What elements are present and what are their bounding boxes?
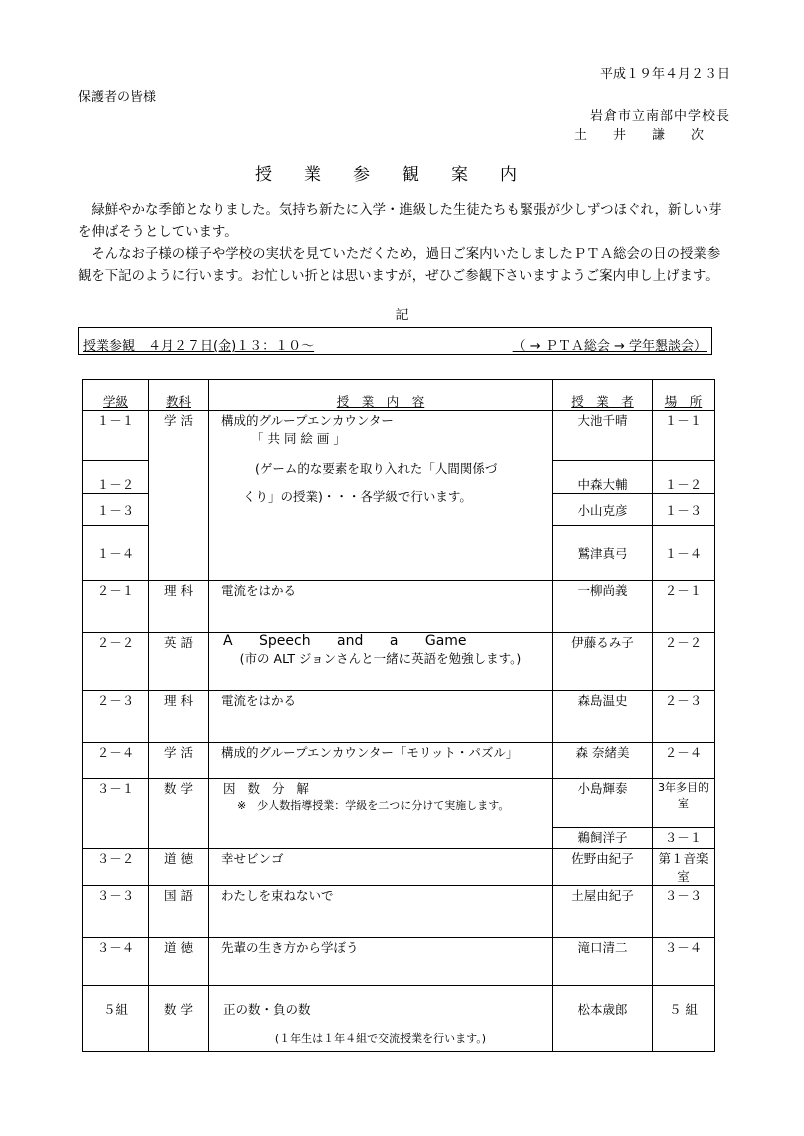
class-cell: ２－２ [83, 633, 149, 691]
teacher-cell: 大池千晴 [553, 411, 653, 461]
content-cell: わたしを束ねないで [209, 886, 553, 938]
teacher-cell: 松本歳郎 [553, 986, 653, 1052]
content-cell: 正の数・負の数 (１年生は１年４組で交流授業を行います。) [209, 986, 553, 1052]
table-row [83, 938, 715, 986]
subject-cell: 理 科 [149, 691, 209, 743]
teacher-cell: 森 奈緒美 [553, 743, 653, 779]
place-cell: 第１音楽室 [653, 849, 715, 886]
class-cell: ３－３ [83, 886, 149, 938]
place-cell: 3年多目的室 ３－１ [653, 779, 715, 849]
table-row [83, 633, 715, 691]
header-place: 場 所 [653, 380, 715, 411]
subject-cell: 学 活 [149, 411, 209, 461]
schedule-table [82, 379, 715, 1052]
place-cell: ２－４ [653, 743, 715, 779]
class-cell: １－１ [83, 411, 149, 461]
paragraph-1: 緑鮮やかな季節となりました。気持ち新たに入学・進級した生徒たちも緊張が少しずつほぐれ，新しい芽を伸ばそうとしています。 [78, 203, 722, 240]
teacher-cell: 滝口清二 [553, 938, 653, 986]
header-teacher: 授 業 者 [553, 380, 653, 411]
class-cell: ３－２ [83, 849, 149, 886]
table-row [83, 743, 715, 779]
class-cell: １－３ [83, 494, 149, 526]
content-cell-gakkatsu: 構成的グループエンカウンター 「 共 同 絵 画 」 (ゲーム的な要素を取り入れた「人間関係づ くり」の授業)・・・各学級で行います。 [209, 411, 553, 581]
place-cell: １－２ [653, 461, 715, 494]
content-cell: 幸せビンゴ [209, 849, 553, 886]
content-cell: 因 数 分 解 ※ 少人数指導授業：学級を二つに分けて実施します。 [209, 779, 553, 849]
ki-mark: 記 [395, 308, 409, 323]
class-cell: １－２ [83, 461, 149, 494]
subject-cell: 道 徳 [149, 849, 209, 886]
teacher-cell: 一柳尚義 [553, 581, 653, 633]
teacher-cell: 伊藤るみ子 [553, 633, 653, 691]
header-class: 学級 [83, 380, 149, 411]
class-cell: ２－３ [83, 691, 149, 743]
principal-name: 土井謙次 [573, 128, 730, 143]
document-title: 授業参観案内 [255, 165, 549, 185]
teacher-cell: 鷲津真弓 [553, 526, 653, 581]
table-row [83, 581, 715, 633]
subject-cell: 理 科 [149, 581, 209, 633]
subject-cell: 数 学 [149, 986, 209, 1052]
place-cell: １－１ [653, 411, 715, 461]
header-content: 授 業 内 容 [209, 380, 553, 411]
content-cell: 電流をはかる [209, 581, 553, 633]
table-row [83, 411, 715, 461]
subject-cell: 英 語 [149, 633, 209, 691]
place-cell: ２－２ [653, 633, 715, 691]
class-cell: ２－４ [83, 743, 149, 779]
teacher-cell: 小山克彦 [553, 494, 653, 526]
teacher-cell: 中森大輔 [553, 461, 653, 494]
class-cell: ５組 [83, 986, 149, 1052]
teacher-cell: 佐野由紀子 [553, 849, 653, 886]
place-cell: ５ 組 [653, 986, 715, 1052]
document-date: 平成１９年４月２３日 [599, 67, 730, 82]
place-cell: ３－３ [653, 886, 715, 938]
paragraph-2: そんなお子様の様子や学校の実状を見ていただくため，過日ご案内いたしましたＰＴＡ総会の日の授業参観を下記のように行います。お忙しい折とは思いますが，ぜひご参観下さいますようご案内申し上げます。 [78, 247, 721, 284]
greeting: 保護者の皆様 [78, 90, 157, 105]
info-right: （ → ＰＴＡ総会 → 学年懇談会） [512, 339, 707, 354]
content-cell: 電流をはかる [209, 691, 553, 743]
subject-cell: 数 学 [149, 779, 209, 849]
subject-cell: 学 活 [149, 743, 209, 779]
schedule-info-box [78, 327, 712, 355]
content-cell: 構成的グループエンカウンター「モリット・パズル」 [209, 743, 553, 779]
subject-cell: 国 語 [149, 886, 209, 938]
subject-cell [149, 494, 209, 526]
content-cell: 先輩の生き方から学ぼう [209, 938, 553, 986]
class-cell: ３－１ [83, 779, 149, 849]
subject-cell: 道 徳 [149, 938, 209, 986]
place-cell: ２－１ [653, 581, 715, 633]
place-cell: １－４ [653, 526, 715, 581]
table-row [83, 849, 715, 886]
teacher-cell: 森島温史 [553, 691, 653, 743]
teacher-cell: 土屋由紀子 [553, 886, 653, 938]
info-left: 授業参観 ４月２７日(金)１３：１０～ [83, 339, 315, 354]
body-text [78, 200, 728, 288]
class-cell: ３－４ [83, 938, 149, 986]
table-row [83, 886, 715, 938]
place-cell: １－３ [653, 494, 715, 526]
table-header-row [83, 380, 715, 411]
table-row [83, 779, 715, 849]
subject-cell [149, 461, 209, 494]
class-cell: ２－１ [83, 581, 149, 633]
place-cell: ３－４ [653, 938, 715, 986]
header-subject: 教科 [149, 380, 209, 411]
content-cell: A Speech and a Game (市の ALT ジョンさんと一緒に英語を勉強します。) [209, 633, 553, 691]
place-cell: ２－３ [653, 691, 715, 743]
school-name: 岩倉市立南部中学校長 [589, 109, 730, 124]
table-row [83, 986, 715, 1052]
class-cell: １－４ [83, 526, 149, 581]
teacher-cell: 小島輝泰 鵜飼洋子 [553, 779, 653, 849]
table-row [83, 691, 715, 743]
subject-cell [149, 526, 209, 581]
